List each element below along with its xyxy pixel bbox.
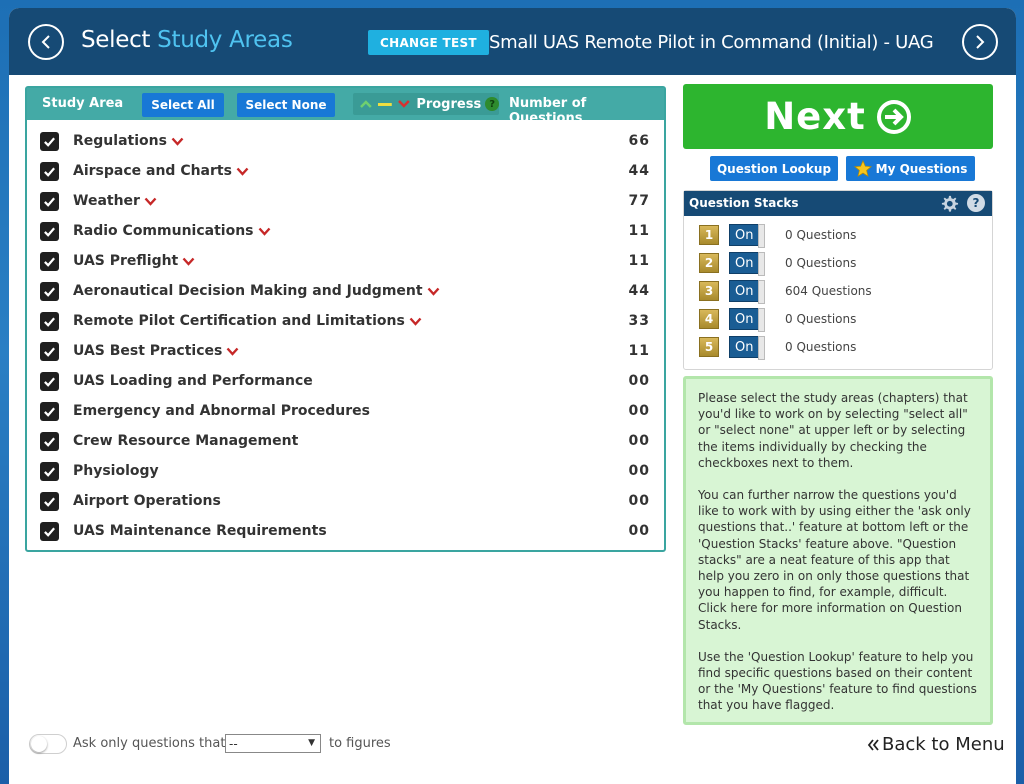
check-icon xyxy=(43,165,56,178)
to-figures-label: to figures xyxy=(329,736,391,751)
study-area-name: Weather xyxy=(73,193,140,209)
study-area-label xyxy=(73,283,440,299)
study-area-label xyxy=(73,523,327,539)
study-area-name: Remote Pilot Certification and Limitations xyxy=(73,313,405,329)
checkbox-checked[interactable] xyxy=(40,282,59,301)
study-areas-header xyxy=(27,88,664,126)
stack-number: 1 xyxy=(699,225,719,245)
question-count: 77 xyxy=(628,193,650,209)
chevron-up-icon xyxy=(359,99,373,109)
question-count: 11 xyxy=(628,223,650,239)
checkbox-checked[interactable] xyxy=(40,372,59,391)
test-name: Small UAS Remote Pilot in Command (Initial) - UAG xyxy=(489,32,934,53)
study-area-name: UAS Maintenance Requirements xyxy=(73,523,327,539)
question-count: 33 xyxy=(628,313,650,329)
check-icon xyxy=(43,345,56,358)
stack-count: 0 Questions xyxy=(785,256,857,270)
study-area-label xyxy=(73,373,313,389)
study-area-label xyxy=(73,313,422,329)
check-icon xyxy=(43,375,56,388)
study-area-row[interactable] xyxy=(27,486,664,516)
figures-filter-select[interactable] xyxy=(225,734,321,753)
stack-row xyxy=(699,336,856,358)
study-area-label xyxy=(73,493,221,509)
question-stacks-panel xyxy=(683,190,993,370)
next-button[interactable] xyxy=(683,84,993,149)
stack-count: 0 Questions xyxy=(785,228,857,242)
arrow-right-circle-icon xyxy=(876,99,912,135)
checkbox-checked[interactable] xyxy=(40,222,59,241)
select-all-button[interactable]: Select All xyxy=(142,93,224,117)
back-to-menu-label: Back to Menu xyxy=(882,734,1005,755)
help-info-box xyxy=(683,376,993,725)
study-area-row[interactable] xyxy=(27,306,664,336)
info-paragraph-2: You can further narrow the questions you'd like to work with by using either the 'ask only questions that..' feature at bottom left or the 'Question Stacks' feature above. "Question stacks" are a neat feature of this app that help you zero in on only those questions that you happen to find, for example, difficult. Click here for more information on Question Stacks. xyxy=(698,488,971,632)
check-icon xyxy=(43,495,56,508)
study-area-label xyxy=(73,133,184,149)
check-icon xyxy=(43,405,56,418)
study-area-column-header: Study Area xyxy=(42,96,124,111)
study-area-row[interactable] xyxy=(27,156,664,186)
header-bar xyxy=(9,8,1016,75)
stack-number: 5 xyxy=(699,337,719,357)
checkbox-checked[interactable] xyxy=(40,432,59,451)
progress-sort[interactable] xyxy=(353,93,499,115)
chevron-down-icon[interactable] xyxy=(236,167,249,176)
chevron-down-icon[interactable] xyxy=(258,227,271,236)
chevron-down-icon[interactable] xyxy=(409,317,422,326)
check-icon xyxy=(43,315,56,328)
figures-filter-value: -- xyxy=(229,736,238,751)
double-chevron-left-icon xyxy=(867,738,879,752)
question-count: 44 xyxy=(628,283,650,299)
study-area-row[interactable] xyxy=(27,516,664,546)
study-area-row[interactable] xyxy=(27,396,664,426)
question-stacks-title: Question Stacks xyxy=(689,196,799,210)
check-icon xyxy=(43,225,56,238)
question-icon[interactable]: ? xyxy=(967,194,985,212)
number-of-questions-header: Number of Questions xyxy=(509,96,587,126)
checkbox-checked[interactable] xyxy=(40,342,59,361)
study-area-label xyxy=(73,403,370,419)
checkbox-checked[interactable] xyxy=(40,312,59,331)
ask-only-label: Ask only questions that xyxy=(73,736,226,751)
chevron-down-icon[interactable] xyxy=(144,197,157,206)
next-label: Next xyxy=(764,95,866,138)
stack-row xyxy=(699,308,856,330)
study-area-row[interactable] xyxy=(27,426,664,456)
check-icon xyxy=(43,135,56,148)
stack-toggle[interactable]: On xyxy=(729,252,765,274)
stack-row xyxy=(699,280,872,302)
question-count: 00 xyxy=(628,523,650,539)
study-area-name: UAS Loading and Performance xyxy=(73,373,313,389)
study-area-label xyxy=(73,253,195,269)
study-area-name: Crew Resource Management xyxy=(73,433,299,449)
ask-only-toggle[interactable] xyxy=(29,734,67,754)
select-none-button[interactable]: Select None xyxy=(237,93,335,117)
question-lookup-button[interactable]: Question Lookup xyxy=(710,156,838,181)
question-count: 00 xyxy=(628,373,650,389)
gear-icon[interactable] xyxy=(940,194,959,213)
study-areas-panel xyxy=(25,86,666,552)
page-title-prefix: Select xyxy=(81,27,151,53)
dash-icon xyxy=(377,99,393,109)
study-area-label xyxy=(73,163,249,179)
stack-toggle[interactable]: On xyxy=(729,308,765,330)
check-icon xyxy=(43,525,56,538)
chevron-down-icon xyxy=(397,99,411,109)
page-title-accent: Study Areas xyxy=(157,27,293,53)
check-icon xyxy=(43,195,56,208)
study-area-label xyxy=(73,433,298,449)
checkbox-checked[interactable] xyxy=(40,252,59,271)
study-area-row[interactable] xyxy=(27,366,664,396)
stack-number: 4 xyxy=(699,309,719,329)
stack-count: 0 Questions xyxy=(785,312,857,326)
page-title xyxy=(81,27,293,53)
study-area-name: UAS Preflight xyxy=(73,253,179,269)
study-area-row[interactable] xyxy=(27,456,664,486)
study-area-name: Airspace and Charts xyxy=(73,163,232,179)
chevron-down-icon[interactable] xyxy=(427,287,440,296)
study-area-label xyxy=(73,193,157,209)
study-area-name: Emergency and Abnormal Procedures xyxy=(73,403,370,419)
star-icon xyxy=(854,160,872,178)
back-button[interactable] xyxy=(28,24,64,60)
chevron-down-icon[interactable] xyxy=(182,257,195,266)
study-area-label xyxy=(73,223,271,239)
study-area-row[interactable] xyxy=(27,276,664,306)
stack-number: 3 xyxy=(699,281,719,301)
study-area-name: Radio Communications xyxy=(73,223,254,239)
check-icon xyxy=(43,435,56,448)
chevron-down-icon[interactable] xyxy=(226,347,239,356)
study-area-row[interactable] xyxy=(27,246,664,276)
study-area-label xyxy=(73,463,159,479)
checkbox-checked[interactable] xyxy=(40,522,59,541)
info-paragraph-1: Please select the study areas (chapters) that you'd like to work on by selecting "select all" or "select none" at upper left or by selecting the items individually by checking the checkboxes next to them. xyxy=(698,391,968,470)
question-count: 66 xyxy=(628,133,650,149)
question-count: 11 xyxy=(628,343,650,359)
app-window xyxy=(9,8,1016,784)
chevron-right-icon xyxy=(972,34,988,50)
my-questions-button[interactable] xyxy=(846,156,975,181)
stack-number: 2 xyxy=(699,253,719,273)
check-icon xyxy=(43,255,56,268)
progress-label: Progress xyxy=(416,96,482,112)
change-test-button[interactable]: CHANGE TEST xyxy=(368,30,489,55)
study-area-list xyxy=(27,126,664,546)
stack-toggle[interactable]: On xyxy=(729,336,765,358)
check-icon xyxy=(43,285,56,298)
dropdown-arrow-icon: ▼ xyxy=(308,738,315,748)
question-count: 11 xyxy=(628,253,650,269)
question-count: 00 xyxy=(628,433,650,449)
chevron-left-icon xyxy=(38,34,54,50)
stack-count: 0 Questions xyxy=(785,340,857,354)
study-area-name: Aeronautical Decision Making and Judgment xyxy=(73,283,423,299)
question-icon[interactable]: ? xyxy=(485,97,499,111)
study-area-row[interactable] xyxy=(27,126,664,156)
question-count: 00 xyxy=(628,463,650,479)
checkbox-checked[interactable] xyxy=(40,132,59,151)
stack-toggle[interactable]: On xyxy=(729,224,765,246)
stack-toggle[interactable]: On xyxy=(729,280,765,302)
question-count: 44 xyxy=(628,163,650,179)
question-count: 00 xyxy=(628,403,650,419)
checkbox-checked[interactable] xyxy=(40,162,59,181)
checkbox-checked[interactable] xyxy=(40,462,59,481)
checkbox-checked[interactable] xyxy=(40,402,59,421)
stack-row xyxy=(699,224,856,246)
question-count: 00 xyxy=(628,493,650,509)
study-area-name: Airport Operations xyxy=(73,493,221,509)
my-questions-label: My Questions xyxy=(875,161,968,176)
stack-row xyxy=(699,252,856,274)
study-area-label xyxy=(73,343,239,359)
stack-count: 604 Questions xyxy=(785,284,872,298)
study-area-row[interactable] xyxy=(27,336,664,366)
question-stacks-header xyxy=(684,191,992,216)
study-area-name: Regulations xyxy=(73,133,167,149)
back-to-menu-link[interactable] xyxy=(867,734,1005,755)
study-area-name: Physiology xyxy=(73,463,159,479)
checkbox-checked[interactable] xyxy=(40,492,59,511)
chevron-down-icon[interactable] xyxy=(171,137,184,146)
check-icon xyxy=(43,465,56,478)
study-area-row[interactable] xyxy=(27,186,664,216)
study-area-row[interactable] xyxy=(27,216,664,246)
forward-button[interactable] xyxy=(962,24,998,60)
study-area-name: UAS Best Practices xyxy=(73,343,223,359)
checkbox-checked[interactable] xyxy=(40,192,59,211)
info-paragraph-3: Use the 'Question Lookup' feature to help you find specific questions based on their content or the 'My Questions' feature to find questions that you have flagged. xyxy=(698,649,977,713)
